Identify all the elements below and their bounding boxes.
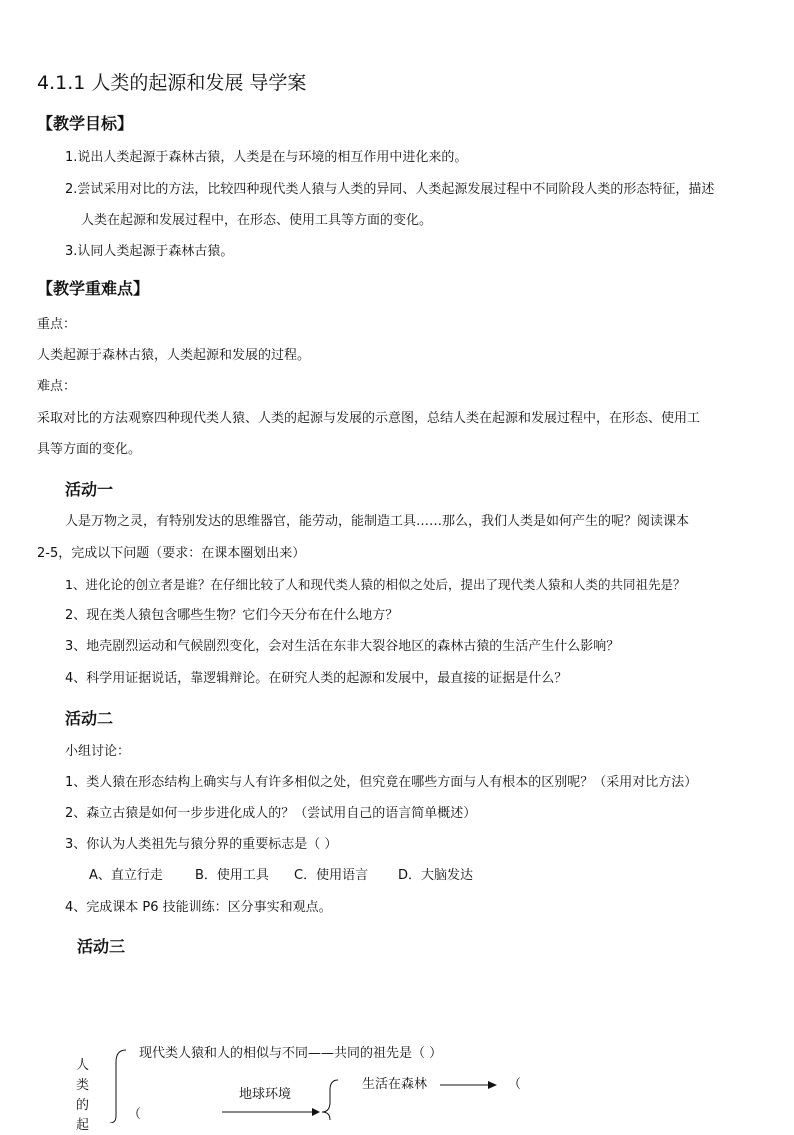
objective-item: 3.认同人类起源于森林古猿。 <box>65 244 234 259</box>
side-char: 起 <box>76 1118 90 1133</box>
activity-2-question: 1、类人猿在形态结构上确实与人有许多相似之处，但究竟在哪些方面与人有根本的区别呢？（采用对比方法） <box>65 775 698 790</box>
earth-environment-label: 地球环境 <box>239 1087 292 1102</box>
focus-text: 人类起源于森林古猿，人类起源和发展的过程。 <box>37 348 311 363</box>
side-char: 的 <box>76 1098 90 1113</box>
activity-2-intro: 小组讨论： <box>65 744 131 759</box>
key-points-heading: 【教学重难点】 <box>37 279 150 298</box>
forest-life-label: 生活在森林 <box>362 1077 428 1092</box>
option-b: B．使用工具 <box>195 868 269 883</box>
difficulty-label: 难点： <box>37 379 77 394</box>
option-a: A、直立行走 <box>89 868 163 883</box>
activity-1-question: 2、现在类人猿包含哪些生物？它们今天分布在什么地方？ <box>65 608 399 623</box>
activity-1-heading: 活动一 <box>65 480 114 499</box>
small-brace <box>322 1080 338 1120</box>
open-paren: （ <box>508 1077 522 1092</box>
activity-1-question: 1、进化论的创立者是谁？在仔细比较了人和现代类人猿的相似之处后，提出了现代类人猿和人类的共同祖先是？ <box>65 577 686 592</box>
focus-label: 重点： <box>37 317 77 332</box>
activity-2-heading: 活动二 <box>65 709 114 728</box>
activity-1-intro: 人是万物之灵，有特别发达的思维器官，能劳动，能制造工具……那么，我们人类是如何产生的呢？阅读课本 <box>65 514 690 529</box>
option-d: D．大脑发达 <box>398 868 474 883</box>
left-brace <box>110 1050 126 1123</box>
difficulty-text-continued: 具等方面的变化。 <box>37 442 142 457</box>
objective-item: 2.尝试采用对比的方法，比较四种现代类人猿与人类的异同、人类起源发展过程中不同阶段人类的形态特征，描述 <box>65 182 715 197</box>
earth-arrow-head <box>312 1108 320 1116</box>
activity-2-question-4: 4、完成课本 P6 技能训练：区分事实和观点。 <box>65 900 332 915</box>
activity-2-question: 3、你认为人类祖先与猿分界的重要标志是（ ） <box>65 837 338 852</box>
concept-diagram <box>0 1040 794 1123</box>
objectives-heading: 【教学目标】 <box>37 114 134 133</box>
objective-item: 1.说出人类起源于森林古猿，人类是在与环境的相互作用中进化来的。 <box>65 150 468 165</box>
activity-3-heading: 活动三 <box>77 937 126 956</box>
objective-item-continued: 人类在起源和发展过程中，在形态、使用工具等方面的变化。 <box>81 213 433 228</box>
forest-arrow-head <box>488 1081 497 1089</box>
diagram-line-1: 现代类人猿和人的相似与不同——共同的祖先是（ ） <box>139 1046 443 1061</box>
open-paren: （ <box>128 1107 142 1122</box>
activity-1-question: 4、科学用证据说话，靠逻辑辩论。在研究人类的起源和发展中，最直接的证据是什么？ <box>65 671 568 686</box>
activity-1-intro-continued: 2-5，完成以下问题（要求：在课本圈划出来） <box>37 546 306 561</box>
activity-1-question: 3、地壳剧烈运动和气候剧烈变化，会对生活在东非大裂谷地区的森林古猿的生活产生什么影响？ <box>65 639 620 654</box>
difficulty-text: 采取对比的方法观察四种现代类人猿、人类的起源与发展的示意图，总结人类在起源和发展过程中，在形态、使用工 <box>37 411 701 426</box>
option-c: C．使用语言 <box>294 868 369 883</box>
side-char: 人 <box>76 1058 90 1073</box>
activity-2-question: 2、森立古猿是如何一步步进化成人的？（尝试用自己的语言简单概述） <box>65 806 477 821</box>
page-title: 4.1.1 人类的起源和发展 导学案 <box>37 72 307 94</box>
side-char: 类 <box>76 1078 90 1093</box>
